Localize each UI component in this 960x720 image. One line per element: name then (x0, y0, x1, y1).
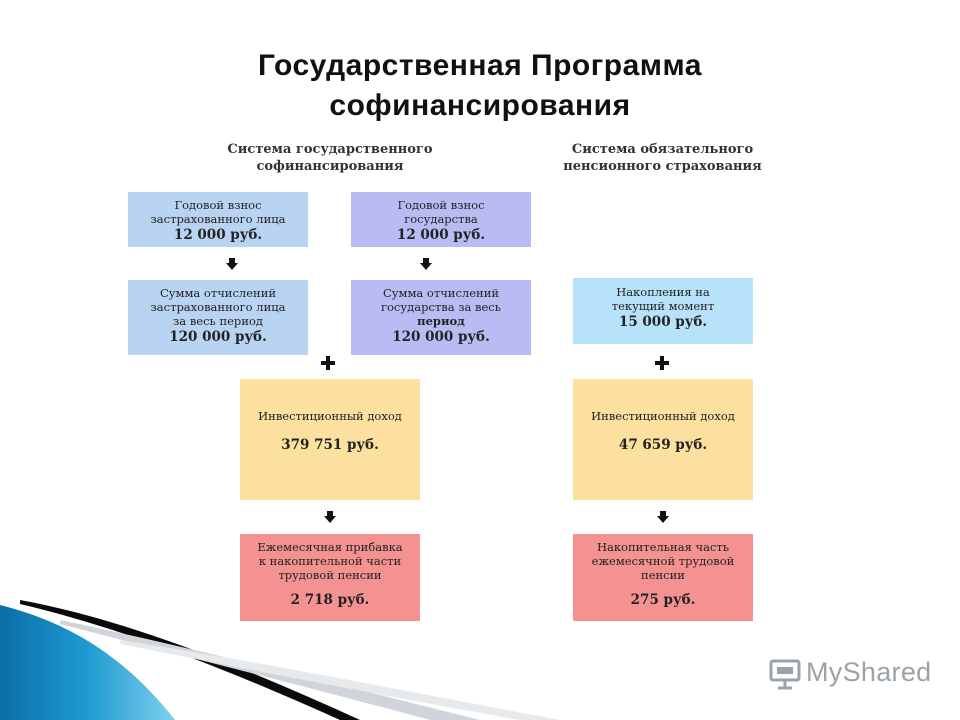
arrow-down-icon (657, 511, 669, 523)
box-label: Инвестиционный доход (258, 409, 402, 423)
box-value: 120 000 руб. (392, 329, 490, 345)
box-value: 2 718 руб. (290, 592, 370, 608)
investment-income-left-box (240, 379, 420, 500)
box-value: 47 659 руб. (618, 437, 708, 453)
box-label: к накопительной части (258, 554, 402, 568)
box-value: 12 000 руб. (173, 227, 263, 243)
box-label: государства за весь (380, 300, 501, 314)
box-value: 12 000 руб. (396, 227, 486, 243)
right-column-header (540, 141, 785, 175)
investment-income-right-box (573, 379, 753, 500)
box-label: застрахованного лица (150, 300, 286, 314)
box-label: период (417, 314, 465, 328)
box-value: 15 000 руб. (618, 314, 708, 330)
box-value: 379 751 руб. (281, 437, 379, 453)
plus-icon (655, 356, 669, 370)
box-label: Годовой взнос (174, 198, 262, 212)
presentation-board-icon (768, 658, 802, 690)
box-value: 275 руб. (630, 592, 696, 608)
left-header-line-1: Система государственного (227, 142, 433, 157)
box-label: пенсии (641, 568, 685, 582)
title-line-1: Государственная Программа (258, 49, 702, 82)
box-label: Инвестиционный доход (591, 409, 735, 423)
current-savings-box (573, 278, 753, 344)
plus-icon (321, 356, 335, 370)
box-label: трудовой пенсии (278, 568, 382, 582)
box-value: 120 000 руб. (169, 329, 267, 345)
box-label: Сумма отчислений (159, 286, 277, 300)
left-header-line-2: софинансирования (256, 159, 404, 174)
box-label: ежемесячной трудовой (591, 554, 735, 568)
box-label: Ежемесячная прибавка (257, 540, 403, 554)
title-line-2: софинансирования (329, 89, 631, 122)
right-header-line-1: Система обязательного (571, 142, 754, 157)
logo-text: MyShared (806, 657, 932, 687)
box-label: текущий момент (611, 299, 715, 313)
arrow-down-icon (226, 258, 238, 270)
funded-pension-part-box (573, 534, 753, 621)
box-label: Годовой взнос (397, 198, 485, 212)
annual-state-contribution-box (351, 192, 531, 247)
right-header-line-2: пенсионного страхования (563, 159, 762, 174)
monthly-increase-box (240, 534, 420, 621)
box-label: Накопления на (616, 285, 710, 299)
box-label: Накопительная часть (596, 540, 729, 554)
box-label: государства (404, 212, 478, 226)
sum-insured-contributions-box (128, 280, 308, 355)
left-column-header (200, 141, 460, 175)
sum-state-contributions-box (351, 280, 531, 355)
arrow-down-icon (420, 258, 432, 270)
page-title (0, 46, 960, 126)
arrow-down-icon (324, 511, 336, 523)
annual-insured-contribution-box (128, 192, 308, 247)
box-label: Сумма отчислений (382, 286, 500, 300)
box-label: застрахованного лица (150, 212, 286, 226)
box-label: за весь период (173, 314, 263, 328)
